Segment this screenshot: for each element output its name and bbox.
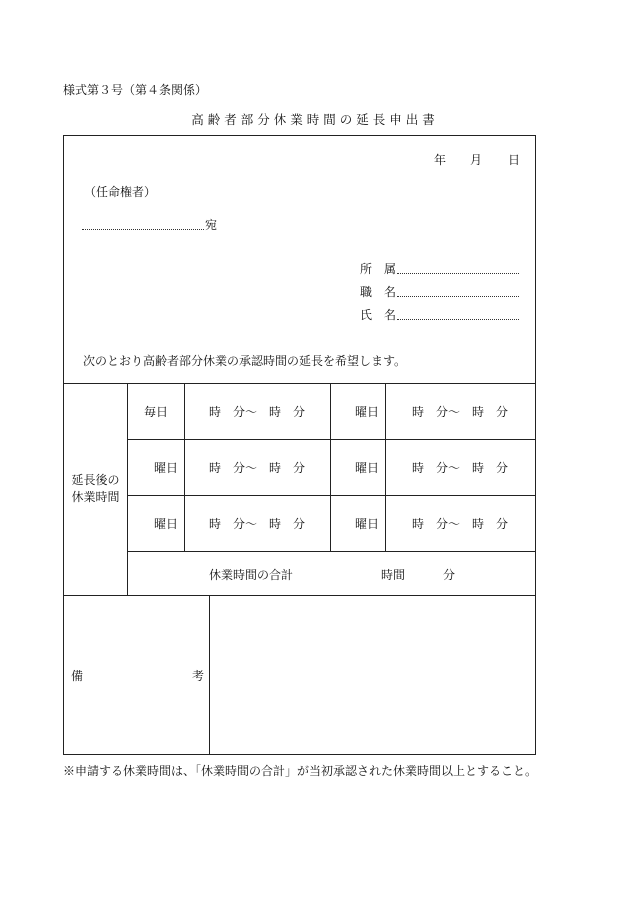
- position-label: 職 名: [360, 285, 397, 299]
- time-range-2a[interactable]: 時 分～ 時 分: [208, 460, 306, 475]
- addressee-suffix: 宛: [205, 218, 218, 232]
- remarks-field[interactable]: [210, 596, 534, 754]
- application-form-frame: [63, 135, 536, 755]
- affiliation-label: 所 属: [360, 262, 397, 276]
- total-hours-unit: 時間: [381, 568, 406, 582]
- name-field[interactable]: [397, 319, 519, 320]
- appointer-label: （任命権者）: [84, 185, 157, 199]
- date-month: 月: [470, 153, 483, 167]
- footnote: ※申請する休業時間は、「休業時間の合計」が当初承認された休業時間以上とすること。: [63, 764, 538, 778]
- weekday-label-3a: 曜日: [153, 516, 178, 531]
- position-field[interactable]: [397, 296, 519, 297]
- remarks-label-left: 備: [71, 669, 84, 683]
- time-range-1a[interactable]: 時 分～ 時 分: [208, 404, 306, 419]
- date-day: 日: [508, 153, 521, 167]
- every-day-label: 毎日: [144, 404, 169, 419]
- total-minutes-unit: 分: [443, 568, 456, 582]
- remarks-label-right: 考: [192, 669, 205, 683]
- time-range-1b[interactable]: 時 分～ 時 分: [411, 404, 509, 419]
- weekday-label-1b: 曜日: [354, 404, 379, 419]
- extended-hours-label: [64, 383, 127, 595]
- weekday-label-2a: 曜日: [153, 460, 178, 475]
- date-year: 年: [434, 153, 447, 167]
- weekday-label-2b: 曜日: [354, 460, 379, 475]
- time-range-2b[interactable]: 時 分～ 時 分: [411, 460, 509, 475]
- addressee-field[interactable]: [82, 229, 204, 230]
- affiliation-field[interactable]: [397, 273, 519, 274]
- time-range-3a[interactable]: 時 分～ 時 分: [208, 516, 306, 531]
- weekday-label-3b: 曜日: [354, 516, 379, 531]
- document-title: 高齢者部分休業時間の延長申出書: [191, 112, 439, 127]
- statement-text: 次のとおり高齢者部分休業の承認時間の延長を希望します。: [83, 354, 407, 368]
- total-hours-label: 休業時間の合計: [209, 568, 294, 582]
- name-label: 氏 名: [360, 308, 397, 322]
- extended-hours-label-line2: 休業時間: [71, 490, 120, 504]
- extended-hours-label-line1: 延長後の: [71, 473, 120, 487]
- form-number: 様式第３号（第４条関係）: [63, 83, 208, 97]
- time-range-3b[interactable]: 時 分～ 時 分: [411, 516, 509, 531]
